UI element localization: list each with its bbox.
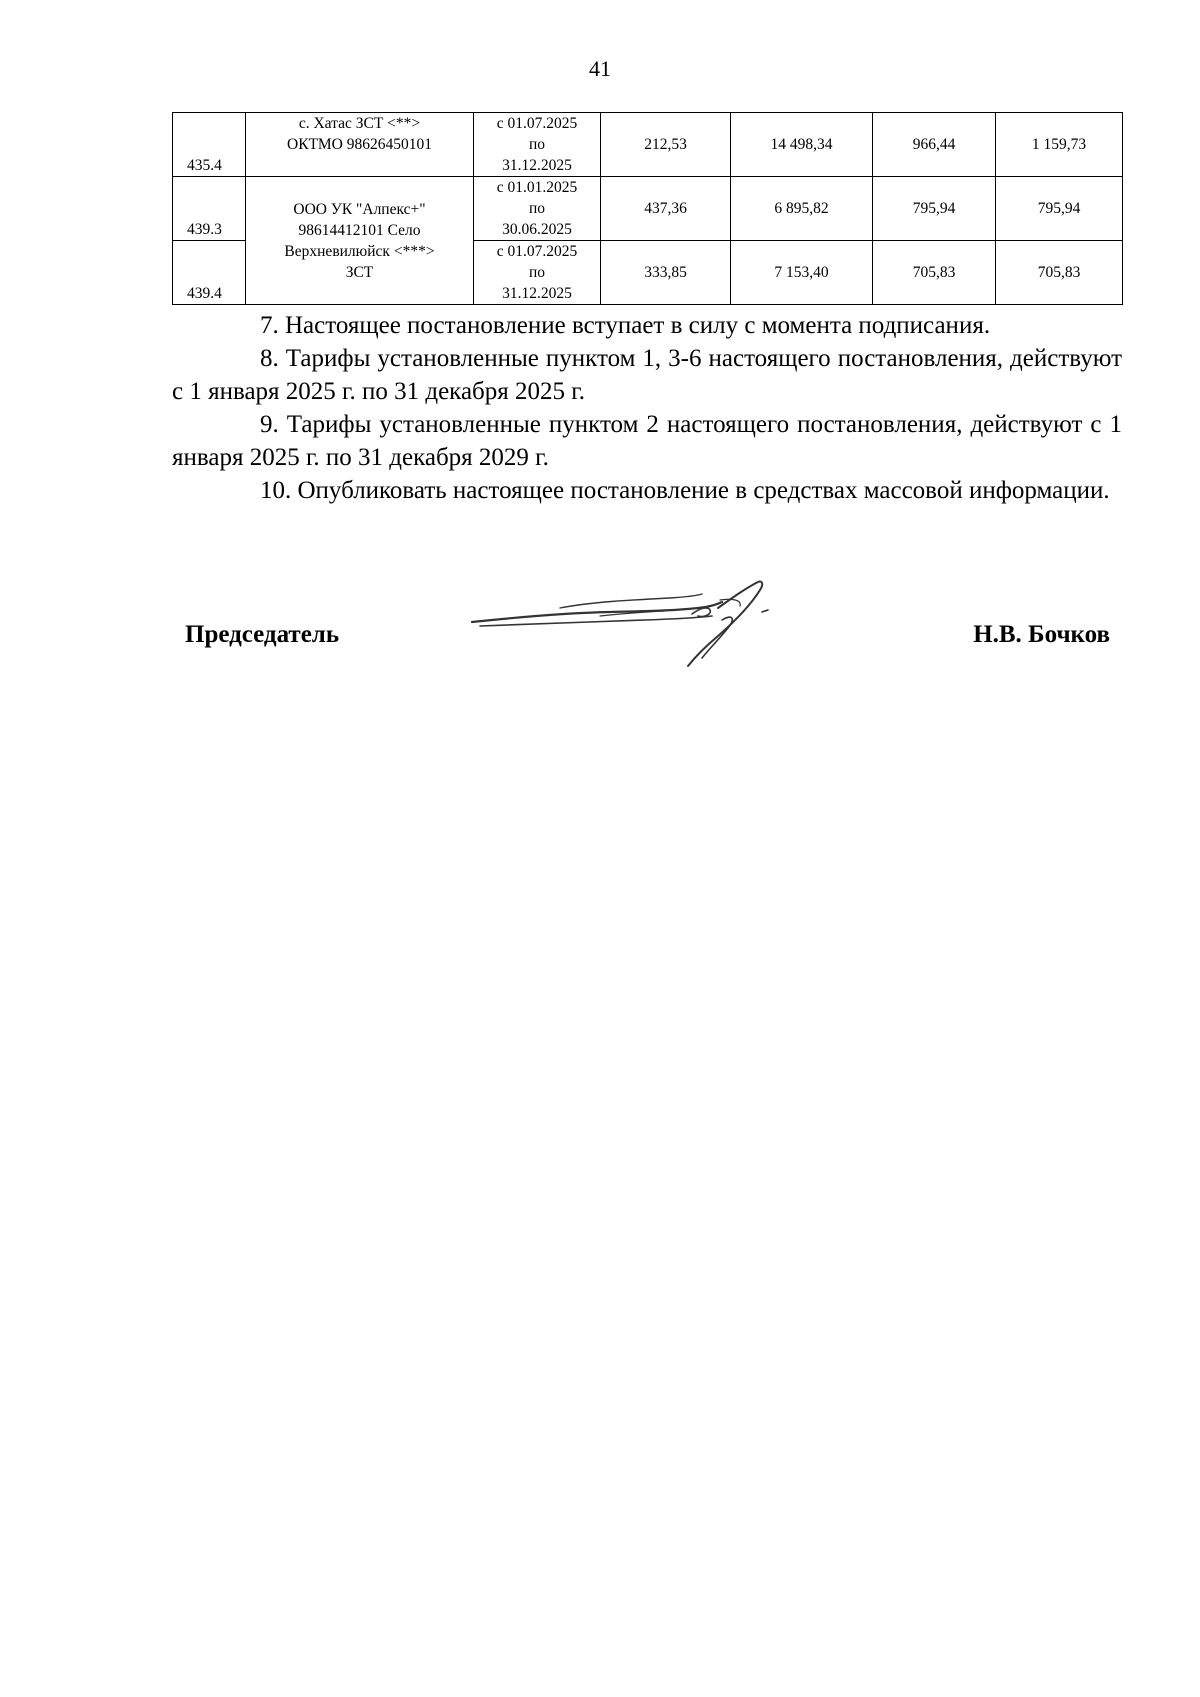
value-cell: 437,36: [601, 177, 731, 241]
period-line: с 01.01.2025: [496, 179, 578, 196]
organization-line: с. Хатас ЗСТ <**>: [298, 115, 421, 132]
value-cell: 212,53: [601, 113, 731, 177]
value-cell: 333,85: [601, 241, 731, 305]
row-number-cell: 439.4: [173, 241, 246, 305]
organization-line: ООО УК "Алпекс+": [293, 201, 426, 218]
period-line: 30.06.2025: [502, 221, 572, 238]
organization-line: ЗСТ: [345, 264, 374, 281]
value-cell: 966,44: [873, 113, 996, 177]
period-line: по: [528, 200, 546, 217]
value-cell: 14 498,34: [731, 113, 873, 177]
period-cell: [474, 177, 601, 241]
page-number: 41: [589, 56, 611, 81]
handwritten-signature: [470, 578, 800, 673]
organization-line: Верхневилюйск <***>: [284, 243, 435, 260]
organization-line: ОКТМО 98626450101: [287, 136, 432, 153]
organization-cell: [246, 177, 474, 305]
table-row: [173, 177, 1123, 241]
period-line: с 01.07.2025: [496, 115, 578, 132]
body-text: [172, 309, 1122, 507]
period-cell: [474, 113, 601, 177]
period-line: 31.12.2025: [502, 157, 572, 174]
value-cell: 7 153,40: [731, 241, 873, 305]
tariff-table: [172, 112, 1123, 305]
table-row: [173, 113, 1123, 177]
period-cell: [474, 241, 601, 305]
paragraph-9: 9. Тарифы установленные пунктом 2 настоящего постановления, действуют с 1 января 2025 г. по 31 декабря 2029 г.: [172, 411, 1122, 471]
organization-line: 98614412101 Село: [298, 222, 421, 239]
value-cell: 1 159,73: [996, 113, 1123, 177]
period-line: по: [528, 136, 546, 153]
signatory-name: Н.В. Бочков: [973, 621, 1110, 648]
paragraph-10: 10. Опубликовать настоящее постановление в средствах массовой информации.: [260, 477, 1110, 504]
organization-cell: [246, 113, 474, 177]
paragraph-8: 8. Тарифы установленные пунктом 1, 3-6 настоящего постановления, действуют с 1 января 2025 г. по 31 декабря 2025 г.: [172, 345, 1122, 405]
period-line: с 01.07.2025: [496, 243, 578, 260]
value-cell: 795,94: [996, 177, 1123, 241]
value-cell: 795,94: [873, 177, 996, 241]
row-number-cell: 435.4: [173, 113, 246, 177]
signatory-title: Председатель: [185, 621, 340, 648]
value-cell: 6 895,82: [731, 177, 873, 241]
value-cell: 705,83: [873, 241, 996, 305]
period-line: 31.12.2025: [502, 285, 572, 302]
paragraph-7: 7. Настоящее постановление вступает в силу с момента подписания.: [260, 312, 991, 339]
value-cell: 705,83: [996, 241, 1123, 305]
row-number-cell: 439.3: [173, 177, 246, 241]
period-line: по: [528, 264, 546, 281]
